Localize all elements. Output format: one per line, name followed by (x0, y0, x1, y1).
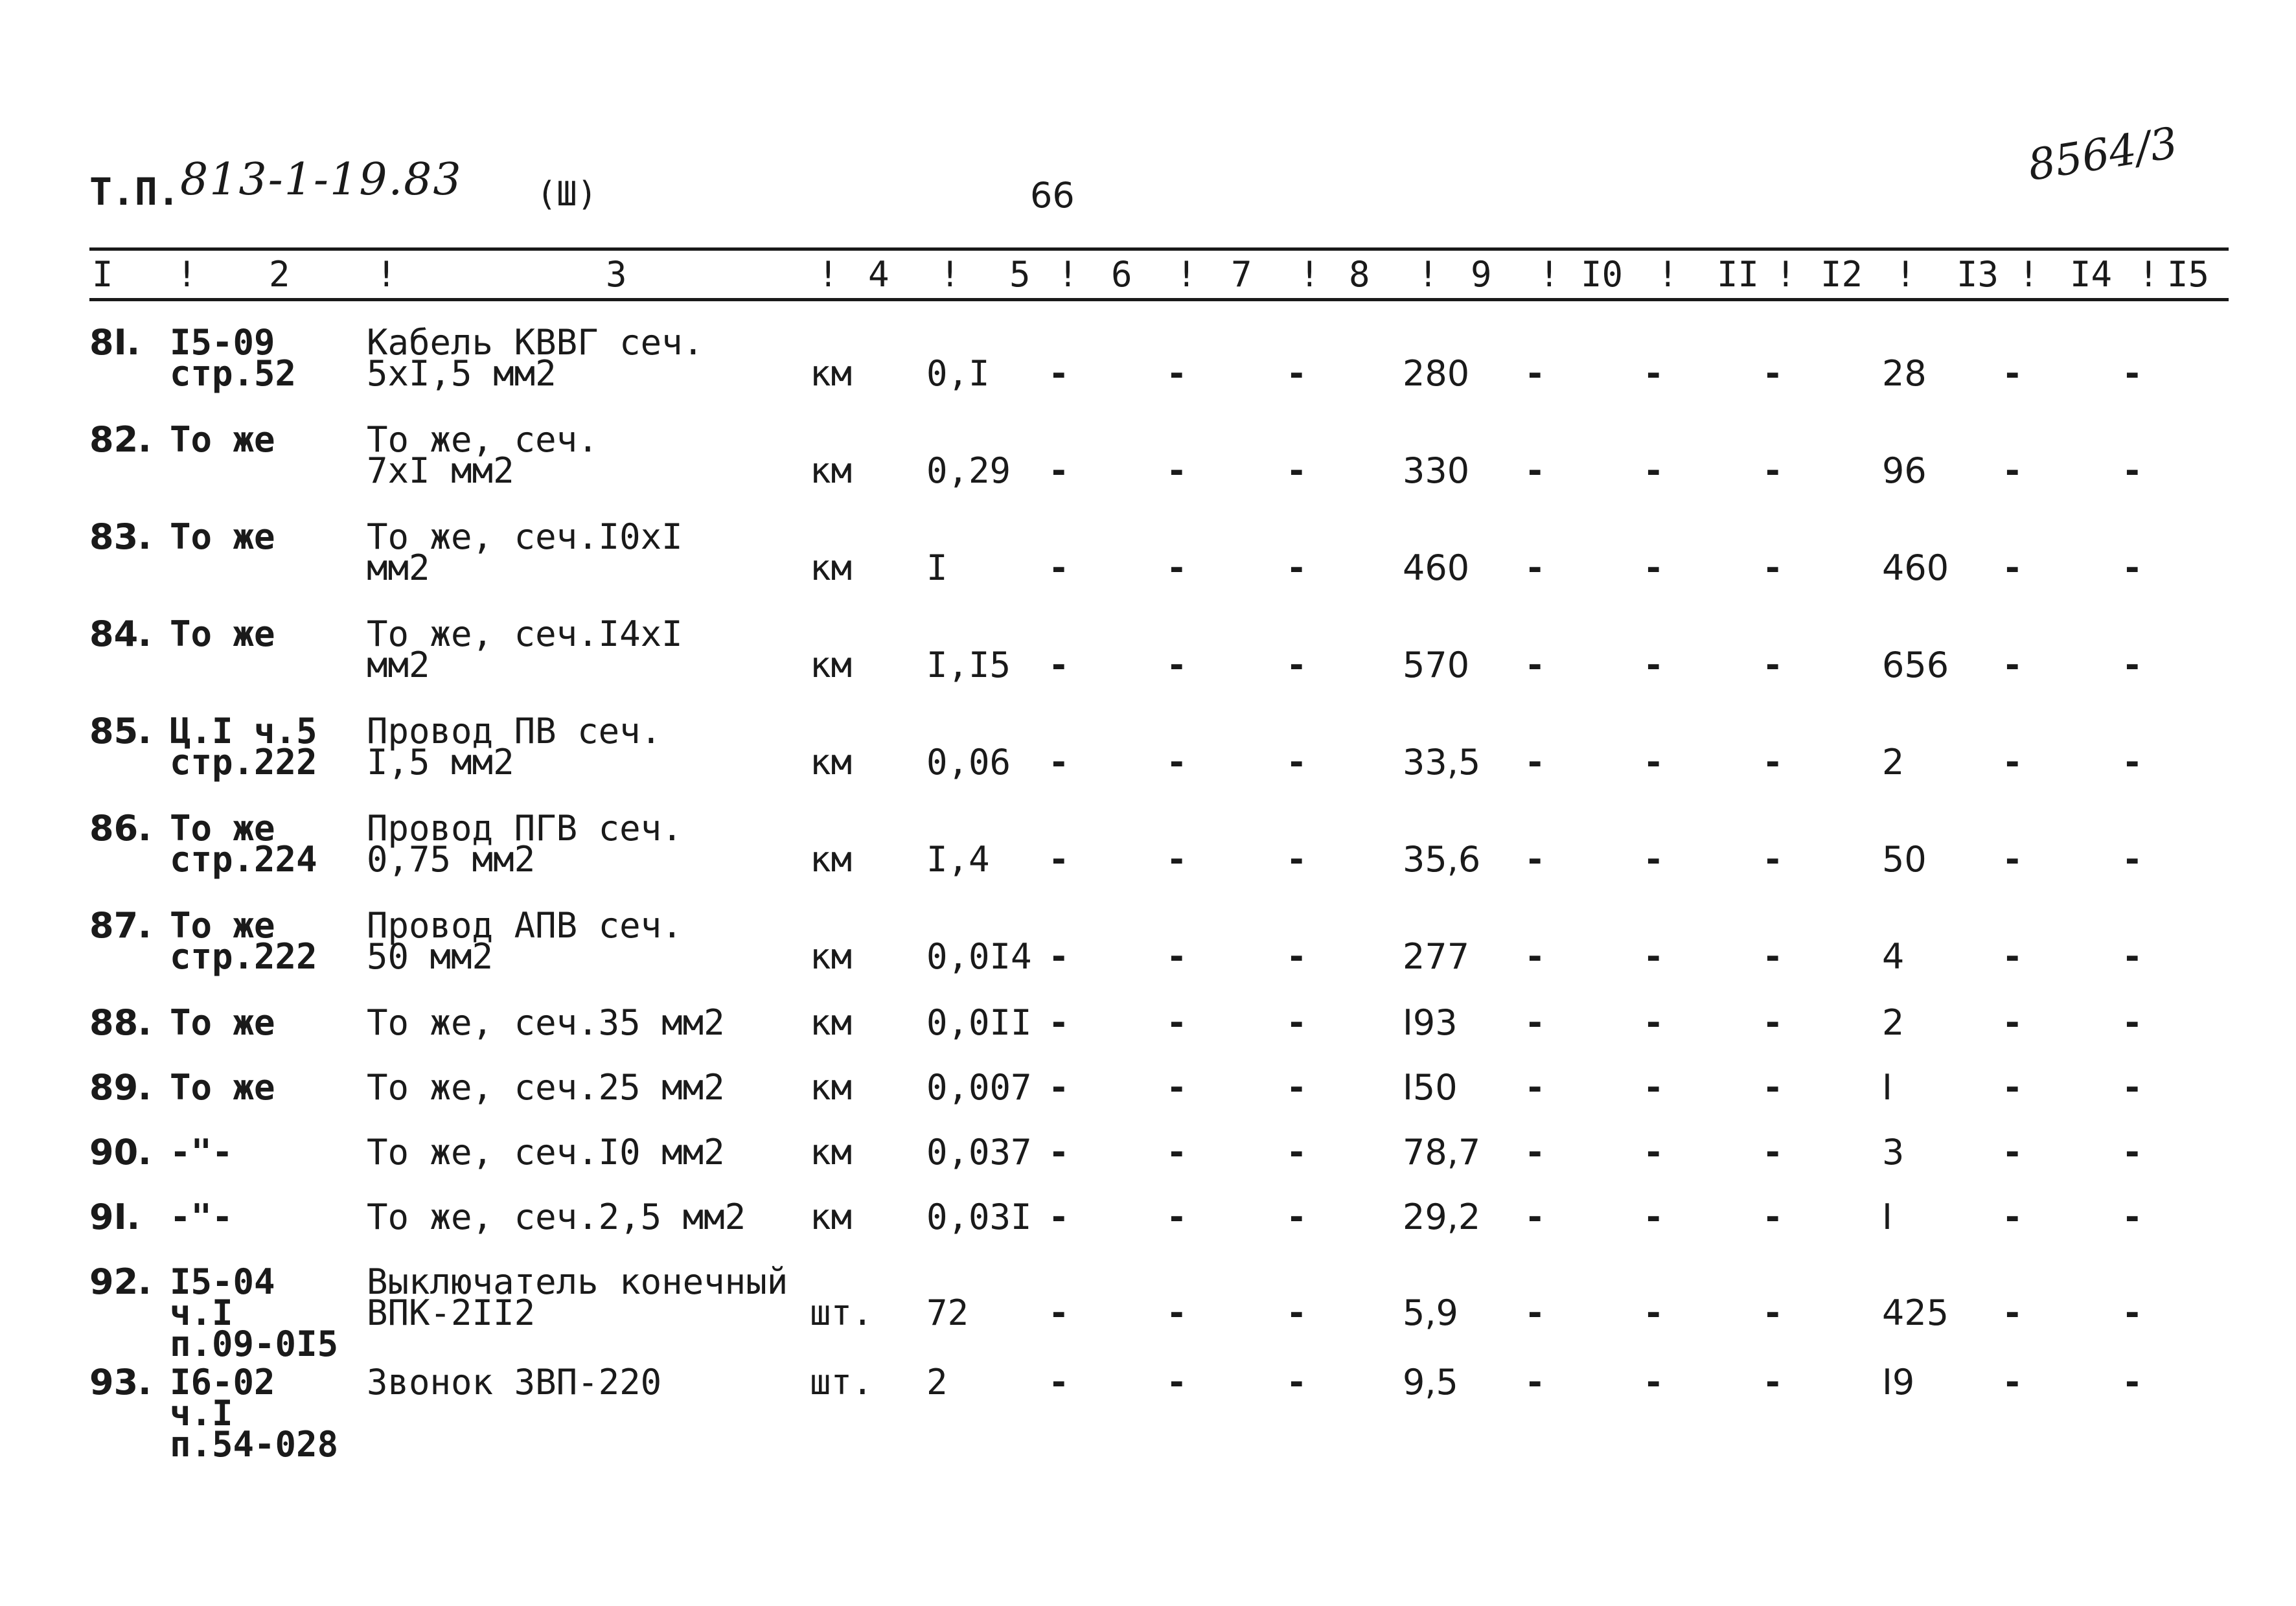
item-name-cell (367, 1002, 725, 1043)
unit-cell: км (810, 450, 853, 491)
column-10-cell: - (1524, 1362, 1546, 1403)
price-reference-line: -"- (170, 1132, 233, 1173)
column-12-cell: - (1762, 450, 1784, 491)
unit-cell: км (810, 936, 853, 977)
column-15-cell: - (2122, 936, 2143, 977)
column-header-8: 8 (1349, 254, 1370, 295)
column-12-cell: - (1762, 1002, 1784, 1043)
item-name-cell (367, 711, 662, 783)
item-name-line: Провод АПВ сеч. (367, 905, 683, 946)
row-number: 85. (89, 711, 152, 751)
column-15-cell: - (2122, 353, 2143, 394)
column-header-10: I0 (1581, 254, 1624, 295)
total-cost-cell: 3 (1882, 1132, 1905, 1173)
column-7-cell: - (1166, 1132, 1188, 1173)
total-cost-cell: 28 (1882, 353, 1927, 394)
quantity-cell: 0,0II (926, 1002, 1032, 1043)
row-number: 93. (89, 1362, 152, 1403)
column-11-cell: - (1643, 353, 1664, 394)
column-10-cell: - (1524, 353, 1546, 394)
item-name-line: То же, сеч. (367, 419, 599, 460)
column-7-cell: - (1166, 353, 1188, 394)
unit-cell: км (810, 1132, 853, 1173)
column-8-cell: - (1286, 1067, 1307, 1108)
column-10-cell: - (1524, 1002, 1546, 1043)
column-header-6: 6 (1111, 254, 1132, 295)
column-10-cell: - (1524, 645, 1546, 685)
price-reference-line: То же (170, 808, 275, 849)
total-cost-cell: 425 (1882, 1292, 1949, 1333)
item-name-cell (367, 516, 683, 588)
item-name-line: То же, сеч.I4хI (367, 614, 683, 654)
item-name-cell (367, 1362, 662, 1403)
column-header-1: I (92, 254, 113, 295)
column-7-cell: - (1166, 1197, 1188, 1237)
quantity-cell: 0,037 (926, 1132, 1032, 1173)
price-reference-cell (170, 1197, 233, 1237)
column-10-cell: - (1524, 450, 1546, 491)
price-reference-line: I5-04 (170, 1261, 275, 1302)
price-reference-cell (170, 516, 275, 557)
unit-price-cell: 35,6 (1403, 839, 1481, 880)
column-12-cell: - (1762, 1132, 1784, 1173)
column-8-cell: - (1286, 936, 1307, 977)
column-8-cell: - (1286, 742, 1307, 783)
column-10-cell: - (1524, 1292, 1546, 1333)
column-14-cell: - (2002, 936, 2023, 977)
column-14-cell: - (2002, 1002, 2023, 1043)
column-11-cell: - (1643, 547, 1664, 588)
tp-roman-numeral: (Ш) (536, 175, 597, 214)
item-name-cell (367, 808, 683, 880)
quantity-cell: I,4 (926, 839, 990, 880)
price-reference-line: Ц.I ч.5 (170, 711, 317, 751)
item-name-line: мм2 (367, 547, 430, 588)
column-11-cell: - (1643, 1132, 1664, 1173)
tp-prefix: Т.П. (89, 170, 180, 214)
column-separator: ! (2018, 254, 2039, 295)
column-14-cell: - (2002, 353, 2023, 394)
unit-price-cell: I93 (1403, 1002, 1458, 1043)
price-reference-line: стр.222 (170, 936, 317, 977)
column-12-cell: - (1762, 839, 1784, 880)
item-name-cell (367, 1197, 746, 1237)
column-15-cell: - (2122, 1362, 2143, 1403)
column-11-cell: - (1643, 936, 1664, 977)
column-8-cell: - (1286, 1197, 1307, 1237)
column-6-cell: - (1048, 1197, 1070, 1237)
quantity-cell: 0,06 (926, 742, 1011, 783)
total-cost-cell: 460 (1882, 547, 1949, 588)
column-header-11: II (1717, 254, 1760, 295)
item-name-line: 5хI,5 мм2 (367, 353, 557, 394)
column-12-cell: - (1762, 547, 1784, 588)
column-14-cell: - (2002, 645, 2023, 685)
unit-price-cell: 280 (1403, 353, 1470, 394)
column-header-4: 4 (868, 254, 890, 295)
quantity-cell: 2 (926, 1362, 948, 1403)
column-separator: ! (1775, 254, 1797, 295)
column-8-cell: - (1286, 1292, 1307, 1333)
unit-cell: км (810, 645, 853, 685)
row-number: 82. (89, 419, 152, 460)
column-7-cell: - (1166, 1002, 1188, 1043)
row-number: 9I. (89, 1197, 141, 1237)
price-reference-cell (170, 1261, 339, 1364)
column-15-cell: - (2122, 1067, 2143, 1108)
item-name-line: То же, сеч.I0 мм2 (367, 1132, 725, 1173)
column-15-cell: - (2122, 645, 2143, 685)
unit-price-cell: 5,9 (1403, 1292, 1458, 1333)
price-reference-cell (170, 905, 317, 977)
row-number: 90. (89, 1132, 152, 1173)
price-reference-line: ч.I (170, 1292, 233, 1333)
price-reference-line: стр.222 (170, 742, 317, 783)
price-reference-line: п.54-028 (170, 1424, 339, 1465)
total-cost-cell: I (1882, 1197, 1892, 1237)
column-7-cell: - (1166, 742, 1188, 783)
column-header-3: 3 (606, 254, 627, 295)
column-8-cell: - (1286, 1002, 1307, 1043)
column-6-cell: - (1048, 742, 1070, 783)
column-10-cell: - (1524, 839, 1546, 880)
unit-price-cell: 9,5 (1403, 1362, 1458, 1403)
column-15-cell: - (2122, 1132, 2143, 1173)
column-11-cell: - (1643, 1197, 1664, 1237)
item-name-cell (367, 1067, 725, 1108)
column-11-cell: - (1643, 1292, 1664, 1333)
column-separator: ! (1418, 254, 1439, 295)
unit-price-cell: 570 (1403, 645, 1470, 685)
column-14-cell: - (2002, 742, 2023, 783)
column-15-cell: - (2122, 1197, 2143, 1237)
item-name-line: 0,75 мм2 (367, 839, 536, 880)
total-cost-cell: 2 (1882, 1002, 1905, 1043)
column-14-cell: - (2002, 839, 2023, 880)
column-14-cell: - (2002, 1132, 2023, 1173)
column-header-12: I2 (1820, 254, 1863, 295)
column-8-cell: - (1286, 645, 1307, 685)
item-name-line: мм2 (367, 645, 430, 685)
column-12-cell: - (1762, 742, 1784, 783)
column-7-cell: - (1166, 450, 1188, 491)
unit-price-cell: 460 (1403, 547, 1470, 588)
price-reference-line: I6-02 (170, 1362, 275, 1403)
price-reference-cell (170, 1362, 339, 1465)
tp-number-handwritten: 813-1-19.83 (180, 154, 463, 205)
column-8-cell: - (1286, 1132, 1307, 1173)
price-reference-line: То же (170, 1002, 275, 1043)
column-6-cell: - (1048, 547, 1070, 588)
column-14-cell: - (2002, 1362, 2023, 1403)
row-number: 84. (89, 614, 152, 654)
column-6-cell: - (1048, 1002, 1070, 1043)
price-reference-line: То же (170, 614, 275, 654)
column-separator: ! (176, 254, 198, 295)
price-reference-line: стр.224 (170, 839, 317, 880)
unit-price-cell: 277 (1403, 936, 1470, 977)
row-number: 89. (89, 1067, 152, 1108)
item-name-line: ВПК-2II2 (367, 1292, 536, 1333)
quantity-cell: 0,29 (926, 450, 1011, 491)
item-name-line: Кабель КВВГ сеч. (367, 322, 704, 363)
column-12-cell: - (1762, 936, 1784, 977)
unit-cell: км (810, 547, 853, 588)
total-cost-cell: I9 (1882, 1362, 1915, 1403)
archive-stamp-handwritten: 8564/3 (2025, 117, 2181, 191)
column-10-cell: - (1524, 1067, 1546, 1108)
column-8-cell: - (1286, 1362, 1307, 1403)
column-11-cell: - (1643, 645, 1664, 685)
price-reference-cell (170, 1002, 275, 1043)
unit-cell: км (810, 353, 853, 394)
row-number: 83. (89, 516, 152, 557)
price-reference-line: То же (170, 419, 275, 460)
item-name-line: То же, сеч.I0хI (367, 516, 683, 557)
item-name-cell (367, 322, 704, 394)
price-reference-cell (170, 1067, 275, 1108)
column-separator: ! (818, 254, 839, 295)
column-14-cell: - (2002, 547, 2023, 588)
column-11-cell: - (1643, 450, 1664, 491)
column-separator: ! (1895, 254, 1916, 295)
column-6-cell: - (1048, 936, 1070, 977)
total-cost-cell: 2 (1882, 742, 1905, 783)
page-number: 66 (1030, 175, 1075, 216)
quantity-cell: 0,I (926, 353, 990, 394)
column-header-9: 9 (1471, 254, 1492, 295)
unit-price-cell: 330 (1403, 450, 1470, 491)
item-name-line: Провод ПВ сеч. (367, 711, 662, 751)
column-header-2: 2 (269, 254, 290, 295)
price-reference-line: То же (170, 905, 275, 946)
column-6-cell: - (1048, 353, 1070, 394)
item-name-cell (367, 614, 683, 685)
price-reference-cell (170, 711, 317, 783)
column-7-cell: - (1166, 547, 1188, 588)
column-7-cell: - (1166, 1292, 1188, 1333)
unit-cell: шт. (810, 1292, 873, 1333)
column-10-cell: - (1524, 547, 1546, 588)
column-6-cell: - (1048, 1067, 1070, 1108)
unit-price-cell: 33,5 (1403, 742, 1481, 783)
unit-cell: км (810, 1067, 853, 1108)
column-6-cell: - (1048, 1132, 1070, 1173)
column-separator: ! (2138, 254, 2159, 295)
column-14-cell: - (2002, 450, 2023, 491)
column-15-cell: - (2122, 1292, 2143, 1333)
column-12-cell: - (1762, 1292, 1784, 1333)
column-header-7: 7 (1231, 254, 1252, 295)
column-6-cell: - (1048, 450, 1070, 491)
total-cost-cell: I (1882, 1067, 1892, 1108)
price-reference-line: То же (170, 1067, 275, 1108)
column-12-cell: - (1762, 1362, 1784, 1403)
row-number: 86. (89, 808, 152, 849)
row-number: 88. (89, 1002, 152, 1043)
unit-cell: км (810, 742, 853, 783)
column-15-cell: - (2122, 1002, 2143, 1043)
column-header-14: I4 (2070, 254, 2113, 295)
column-separator: ! (1657, 254, 1679, 295)
quantity-cell: 0,007 (926, 1067, 1032, 1108)
column-6-cell: - (1048, 839, 1070, 880)
column-7-cell: - (1166, 1067, 1188, 1108)
row-number: 92. (89, 1261, 152, 1302)
column-separator: ! (376, 254, 397, 295)
unit-price-cell: 78,7 (1403, 1132, 1481, 1173)
price-reference-line: стр.52 (170, 353, 297, 394)
column-15-cell: - (2122, 742, 2143, 783)
item-name-cell (367, 1132, 725, 1173)
total-cost-cell: 4 (1882, 936, 1905, 977)
column-7-cell: - (1166, 1362, 1188, 1403)
price-reference-cell (170, 419, 275, 460)
column-7-cell: - (1166, 936, 1188, 977)
column-separator: ! (1176, 254, 1197, 295)
column-separator: ! (1539, 254, 1560, 295)
item-name-line: I,5 мм2 (367, 742, 514, 783)
column-8-cell: - (1286, 547, 1307, 588)
quantity-cell: I,I5 (926, 645, 1011, 685)
quantity-cell: 0,03I (926, 1197, 1032, 1237)
item-name-line: То же, сеч.25 мм2 (367, 1067, 725, 1108)
price-reference-line: п.09-0I5 (170, 1324, 339, 1364)
quantity-cell: 72 (926, 1292, 969, 1333)
unit-cell: км (810, 839, 853, 880)
column-12-cell: - (1762, 1067, 1784, 1108)
price-reference-line: -"- (170, 1197, 233, 1237)
unit-price-cell: 29,2 (1403, 1197, 1481, 1237)
column-11-cell: - (1643, 1362, 1664, 1403)
column-10-cell: - (1524, 1132, 1546, 1173)
column-6-cell: - (1048, 1292, 1070, 1333)
column-10-cell: - (1524, 936, 1546, 977)
item-name-line: 7хI мм2 (367, 450, 514, 491)
column-14-cell: - (2002, 1292, 2023, 1333)
item-name-cell (367, 1261, 788, 1333)
total-cost-cell: 96 (1882, 450, 1927, 491)
column-header-15: I5 (2167, 254, 2210, 295)
row-number: 87. (89, 905, 152, 946)
item-name-cell (367, 419, 599, 491)
column-separator: ! (1057, 254, 1079, 295)
column-separator: ! (1299, 254, 1320, 295)
unit-cell: км (810, 1197, 853, 1237)
column-10-cell: - (1524, 1197, 1546, 1237)
column-15-cell: - (2122, 450, 2143, 491)
column-8-cell: - (1286, 839, 1307, 880)
column-10-cell: - (1524, 742, 1546, 783)
item-name-line: Выключатель конечный (367, 1261, 788, 1302)
total-cost-cell: 656 (1882, 645, 1949, 685)
column-7-cell: - (1166, 645, 1188, 685)
column-12-cell: - (1762, 353, 1784, 394)
price-reference-cell (170, 322, 297, 394)
column-14-cell: - (2002, 1067, 2023, 1108)
column-14-cell: - (2002, 1197, 2023, 1237)
item-name-line: Звонок ЗВП-220 (367, 1362, 662, 1403)
column-header-13: I3 (1957, 254, 1999, 295)
column-12-cell: - (1762, 645, 1784, 685)
column-12-cell: - (1762, 1197, 1784, 1237)
unit-cell: км (810, 1002, 853, 1043)
column-11-cell: - (1643, 1002, 1664, 1043)
unit-cell: шт. (810, 1362, 873, 1403)
quantity-cell: I (926, 547, 948, 588)
total-cost-cell: 50 (1882, 839, 1927, 880)
column-8-cell: - (1286, 353, 1307, 394)
item-name-cell (367, 905, 683, 977)
column-15-cell: - (2122, 839, 2143, 880)
price-reference-line: I5-09 (170, 322, 275, 363)
item-name-line: То же, сеч.2,5 мм2 (367, 1197, 746, 1237)
item-name-line: 50 мм2 (367, 936, 494, 977)
row-number: 8I. (89, 322, 141, 363)
column-15-cell: - (2122, 547, 2143, 588)
unit-price-cell: I50 (1403, 1067, 1458, 1108)
price-reference-cell (170, 1132, 233, 1173)
column-header-5: 5 (1009, 254, 1031, 295)
item-name-line: Провод ПГВ сеч. (367, 808, 683, 849)
column-11-cell: - (1643, 1067, 1664, 1108)
column-8-cell: - (1286, 450, 1307, 491)
column-6-cell: - (1048, 1362, 1070, 1403)
price-reference-line: То же (170, 516, 275, 557)
item-name-line: То же, сеч.35 мм2 (367, 1002, 725, 1043)
column-6-cell: - (1048, 645, 1070, 685)
column-7-cell: - (1166, 839, 1188, 880)
column-separator: ! (939, 254, 961, 295)
column-11-cell: - (1643, 742, 1664, 783)
price-reference-cell (170, 614, 275, 654)
quantity-cell: 0,0I4 (926, 936, 1032, 977)
price-reference-cell (170, 808, 317, 880)
column-11-cell: - (1643, 839, 1664, 880)
price-reference-line: ч.I (170, 1393, 233, 1434)
